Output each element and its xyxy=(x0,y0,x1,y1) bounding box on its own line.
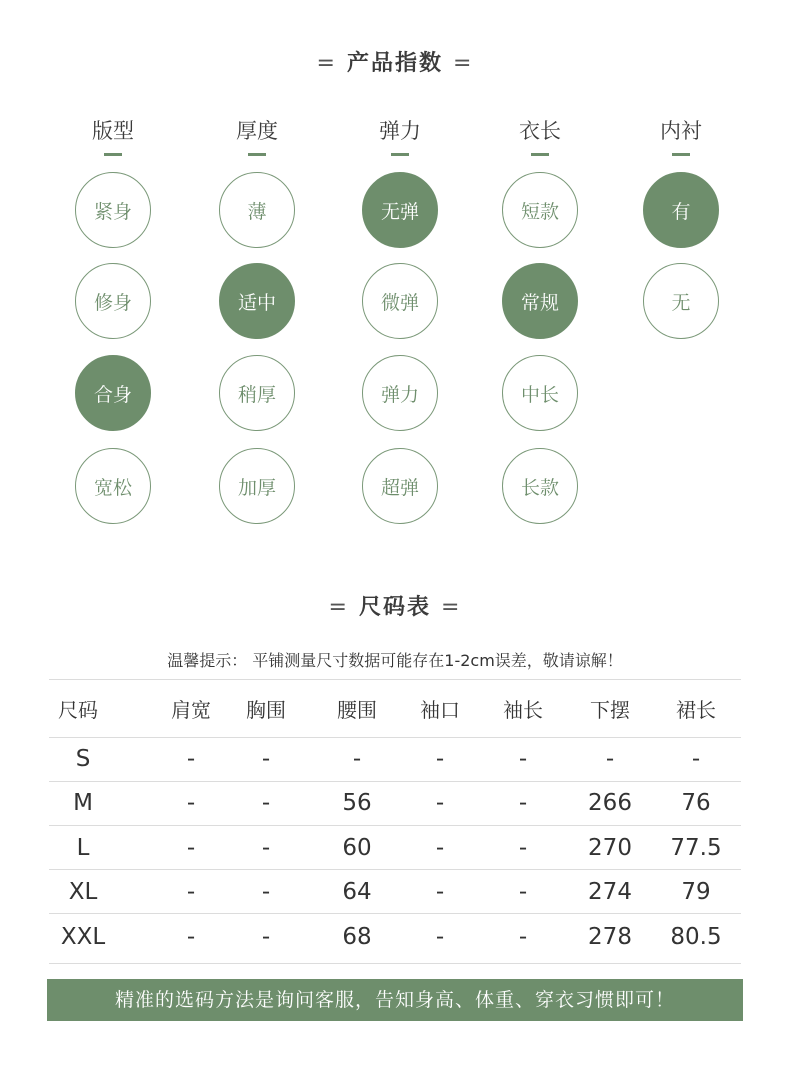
header-underline xyxy=(531,153,549,156)
index-option: 长款 xyxy=(502,448,578,524)
table-header-cell: 下摆 xyxy=(590,698,630,722)
table-cell: 274 xyxy=(588,879,632,905)
table-divider xyxy=(49,963,741,964)
table-cell: 266 xyxy=(588,790,632,816)
index-option: 宽松 xyxy=(75,448,151,524)
table-cell: - xyxy=(261,924,271,950)
index-column-label: 衣长 xyxy=(519,119,561,143)
index-option: 短款 xyxy=(502,172,578,248)
table-cell: - xyxy=(186,835,196,861)
index-option: 无 xyxy=(643,263,719,339)
table-cell: 270 xyxy=(588,835,632,861)
table-size-label: L xyxy=(76,835,90,861)
table-cell: - xyxy=(261,879,271,905)
table-size-label: XXL xyxy=(60,924,106,950)
table-cell: - xyxy=(435,746,445,772)
table-cell: 56 xyxy=(342,790,372,816)
index-option: 弹力 xyxy=(362,355,438,431)
table-cell: 64 xyxy=(342,879,372,905)
table-header-cell: 裙长 xyxy=(676,698,716,722)
table-size-label: M xyxy=(73,790,93,816)
index-option: 超弹 xyxy=(362,448,438,524)
table-cell: - xyxy=(186,924,196,950)
table-header-cell: 袖长 xyxy=(503,698,543,722)
table-cell: - xyxy=(605,746,615,772)
table-cell: 68 xyxy=(342,924,372,950)
table-cell: 76 xyxy=(681,790,711,816)
table-cell: - xyxy=(435,835,445,861)
table-cell: - xyxy=(518,746,528,772)
index-option: 修身 xyxy=(75,263,151,339)
table-cell: - xyxy=(435,879,445,905)
table-cell: 60 xyxy=(342,835,372,861)
table-cell: - xyxy=(518,879,528,905)
table-cell: - xyxy=(352,746,362,772)
index-option: 紧身 xyxy=(75,172,151,248)
size-chart-title: 尺码表 xyxy=(358,595,431,620)
index-option: 薄 xyxy=(219,172,295,248)
header-underline xyxy=(248,153,266,156)
title-decoration-right: = xyxy=(441,595,462,620)
table-cell: - xyxy=(261,790,271,816)
table-header-cell: 袖口 xyxy=(420,698,460,722)
table-cell: - xyxy=(186,746,196,772)
footer-banner: 精准的选码方法是询问客服，告知身高、体重、穿衣习惯即可！ xyxy=(47,979,743,1021)
index-column-header xyxy=(621,115,741,156)
index-column-label: 弹力 xyxy=(379,119,421,143)
table-size-label: S xyxy=(75,746,91,772)
section-title-size-chart xyxy=(0,590,790,621)
header-underline xyxy=(104,153,122,156)
table-cell: - xyxy=(518,924,528,950)
table-cell: 80.5 xyxy=(670,924,722,950)
index-option: 中长 xyxy=(502,355,578,431)
index-column-label: 内衬 xyxy=(660,119,702,143)
section-title-product-index xyxy=(0,46,790,77)
index-option: 稍厚 xyxy=(219,355,295,431)
table-cell: - xyxy=(261,835,271,861)
index-column-header xyxy=(53,115,173,156)
title-decoration-right: = xyxy=(453,51,474,76)
measurement-notice: 温馨提示： 平铺测量尺寸数据可能存在1-2cm误差，敬请谅解！ xyxy=(167,651,623,670)
index-column-header xyxy=(197,115,317,156)
table-cell: 77.5 xyxy=(670,835,722,861)
table-cell: - xyxy=(518,790,528,816)
table-cell: 278 xyxy=(588,924,632,950)
index-column-header xyxy=(340,115,460,156)
product-index-title: 产品指数 xyxy=(346,51,443,76)
table-cell: - xyxy=(518,835,528,861)
index-option-selected: 适中 xyxy=(219,263,295,339)
table-cell: - xyxy=(186,879,196,905)
table-cell: - xyxy=(435,790,445,816)
header-underline xyxy=(391,153,409,156)
index-option-selected: 合身 xyxy=(75,355,151,431)
title-decoration-left: = xyxy=(328,595,349,620)
table-size-label: XL xyxy=(68,879,98,905)
index-column-label: 版型 xyxy=(92,119,134,143)
table-header-cell: 肩宽 xyxy=(171,698,211,722)
header-underline xyxy=(672,153,690,156)
index-option-selected: 有 xyxy=(643,172,719,248)
title-decoration-left: = xyxy=(316,51,337,76)
index-column-header xyxy=(480,115,600,156)
table-cell: - xyxy=(691,746,701,772)
index-option: 加厚 xyxy=(219,448,295,524)
table-cell: - xyxy=(261,746,271,772)
table-header-cell: 胸围 xyxy=(246,698,286,722)
index-option: 微弹 xyxy=(362,263,438,339)
table-cell: 79 xyxy=(681,879,711,905)
table-cell: - xyxy=(435,924,445,950)
index-column-label: 厚度 xyxy=(236,119,278,143)
table-header-cell: 腰围 xyxy=(337,698,377,722)
table-header-cell: 尺码 xyxy=(58,698,98,722)
table-divider xyxy=(49,679,741,680)
table-cell: - xyxy=(186,790,196,816)
index-option-selected: 无弹 xyxy=(362,172,438,248)
index-option-selected: 常规 xyxy=(502,263,578,339)
